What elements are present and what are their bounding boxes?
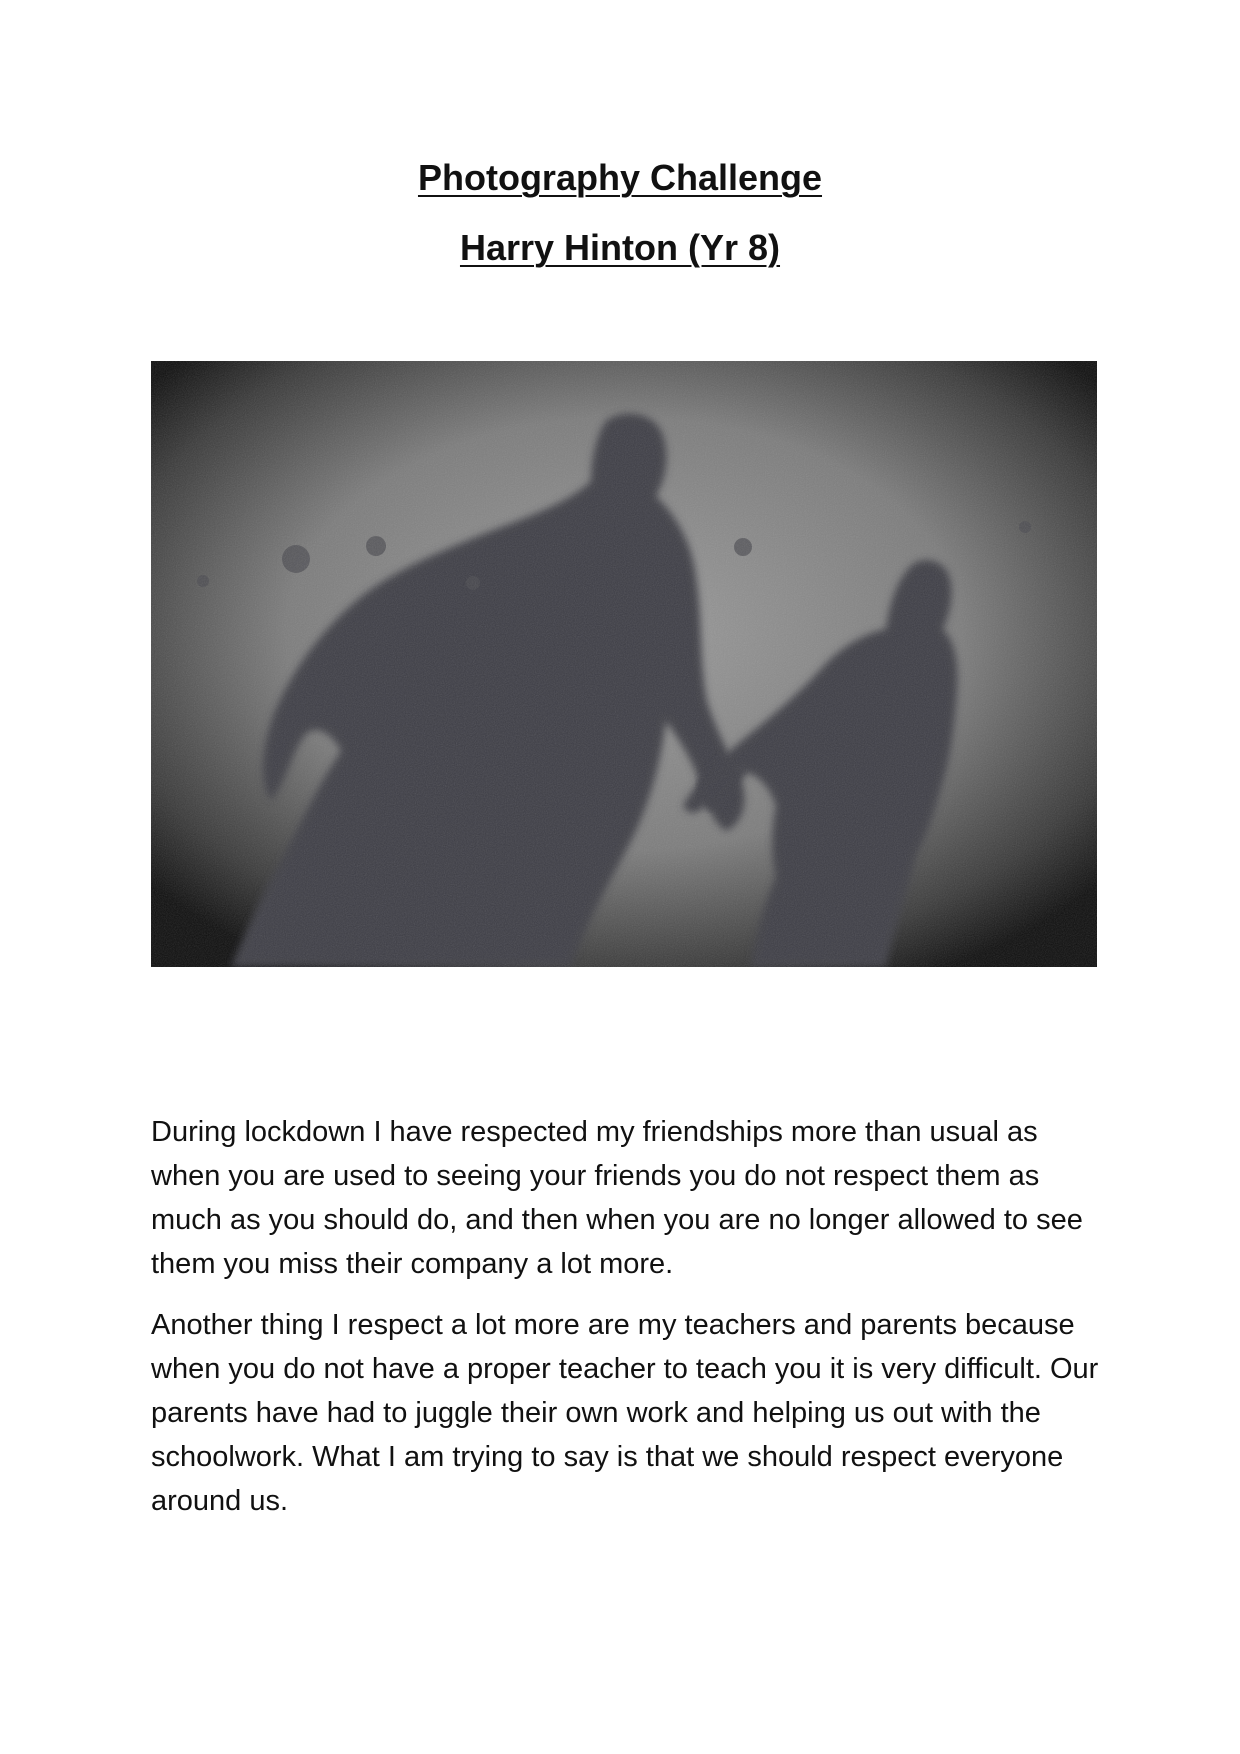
paragraph-friendships: During lockdown I have respected my friendships more than usual as when you are used to seeing your friends you do not respect them as much as you should do, and then when you are no longer allowed to see them you miss their company a lot more. xyxy=(151,1116,1083,1280)
paragraph-teachers-parents: Another thing I respect a lot more are my teachers and parents because when you do not have a proper teacher to teach you it is very difficult. Our parents have had to juggle their own work and helping us out with the schoolwork. What I am trying to say is that we should respect everyone around us. xyxy=(151,1309,1099,1517)
page-title: Photography Challenge xyxy=(417,157,823,198)
author-line: Harry Hinton (Yr 8) xyxy=(459,227,781,268)
shadow-photo xyxy=(151,361,1097,967)
